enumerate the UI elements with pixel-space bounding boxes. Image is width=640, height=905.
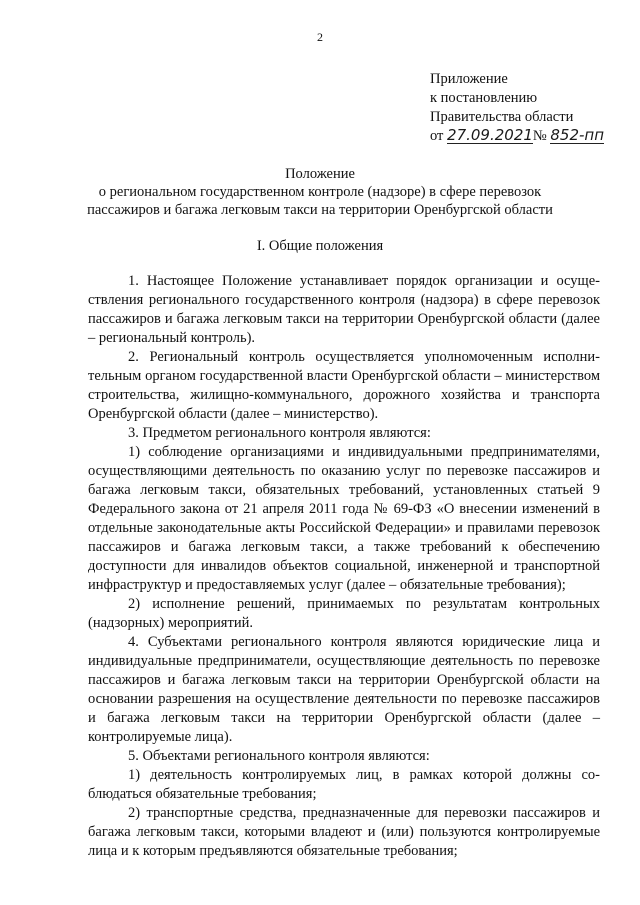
paragraph: 2. Региональный контроль осуществляется уполномоченным исполнительным органом государственной власти Оренбургской области – министерством строительства, жилищно-коммунального, дорожного хозяйства и транспорта Оренбургской области (далее – министерство). <box>88 349 600 422</box>
appendix-number-sign: № <box>532 128 547 144</box>
title-line-2: о региональном государственном контроле (надзоре) в сфере перевозок <box>98 184 542 200</box>
paragraph: 1) деятельность контролируемых лиц, в рамках которой должны соблюдаться обязательные требования; <box>88 767 600 802</box>
title-line-3: пассажиров и багажа легковым такси на территории Оренбургской области <box>87 202 553 218</box>
appendix-date: 27.09.2021 <box>447 126 533 144</box>
document-title <box>0 165 640 219</box>
appendix-line-1: Приложение <box>430 71 508 87</box>
paragraph: 3. Предметом регионального контроля являются: <box>128 425 431 441</box>
appendix-date-prefix: от <box>430 128 444 144</box>
document-body <box>88 272 600 861</box>
title-line-1: Положение <box>285 166 355 182</box>
section-heading: I. Общие положения <box>256 238 384 254</box>
appendix-header <box>430 70 604 146</box>
page-number: 2 <box>317 30 323 44</box>
paragraph: 1. Настоящее Положение устанавливает порядок организации и осуществления регионального государственного контроля (надзора) в сфере перевозок пассажиров и багажа легковым такси на территории Оренбургской области (далее – региональный контроль). <box>88 273 600 346</box>
appendix-line-4 <box>430 127 604 146</box>
appendix-line-2: к постановлению <box>430 90 538 106</box>
paragraph: 4. Субъектами регионального контроля являются юридические лица и индивидуальные предприниматели, осуществляющие деятельность по перевозке пассажиров и багажа легковым такси на территории Оренбургской области на основании разрешения на осуществление деятельности по перевозке пассажиров и багажа легковым такси на территории Оренбургской области (далее – контролируемые лица). <box>88 634 600 745</box>
paragraph: 1) соблюдение организациями и индивидуальными предпринимателями, осуществляющими деятельность по оказанию услуг по перевозке пассажиров и багажа легковым такси, обязательных требований, установленных статьей 9 Федерального закона от 21 апреля 2011 года № 69-ФЗ «О внесении изменений в отдельные законодательные акты Российской Федерации» и правилами перевозок пассажиров и багажа легковым такси, а также требований к обеспечению доступности для инвалидов объектов социальной, инженерной и транспортной инфраструктур и предоставляемых услуг (далее – обязательные требования); <box>88 444 600 593</box>
paragraph: 2) транспортные средства, предназначенные для перевозки пассажиров и багажа легковым такси, которыми владеют и (или) пользуются контролируемые лица и к которым предъявляются обязательные требования; <box>88 805 600 859</box>
paragraph: 5. Объектами регионального контроля являются: <box>128 748 430 764</box>
appendix-number: 852-пп <box>550 126 605 144</box>
paragraph: 2) исполнение решений, принимаемых по результатам контрольных (надзорных) мероприятий. <box>88 596 600 631</box>
appendix-line-3: Правительства области <box>430 109 574 125</box>
